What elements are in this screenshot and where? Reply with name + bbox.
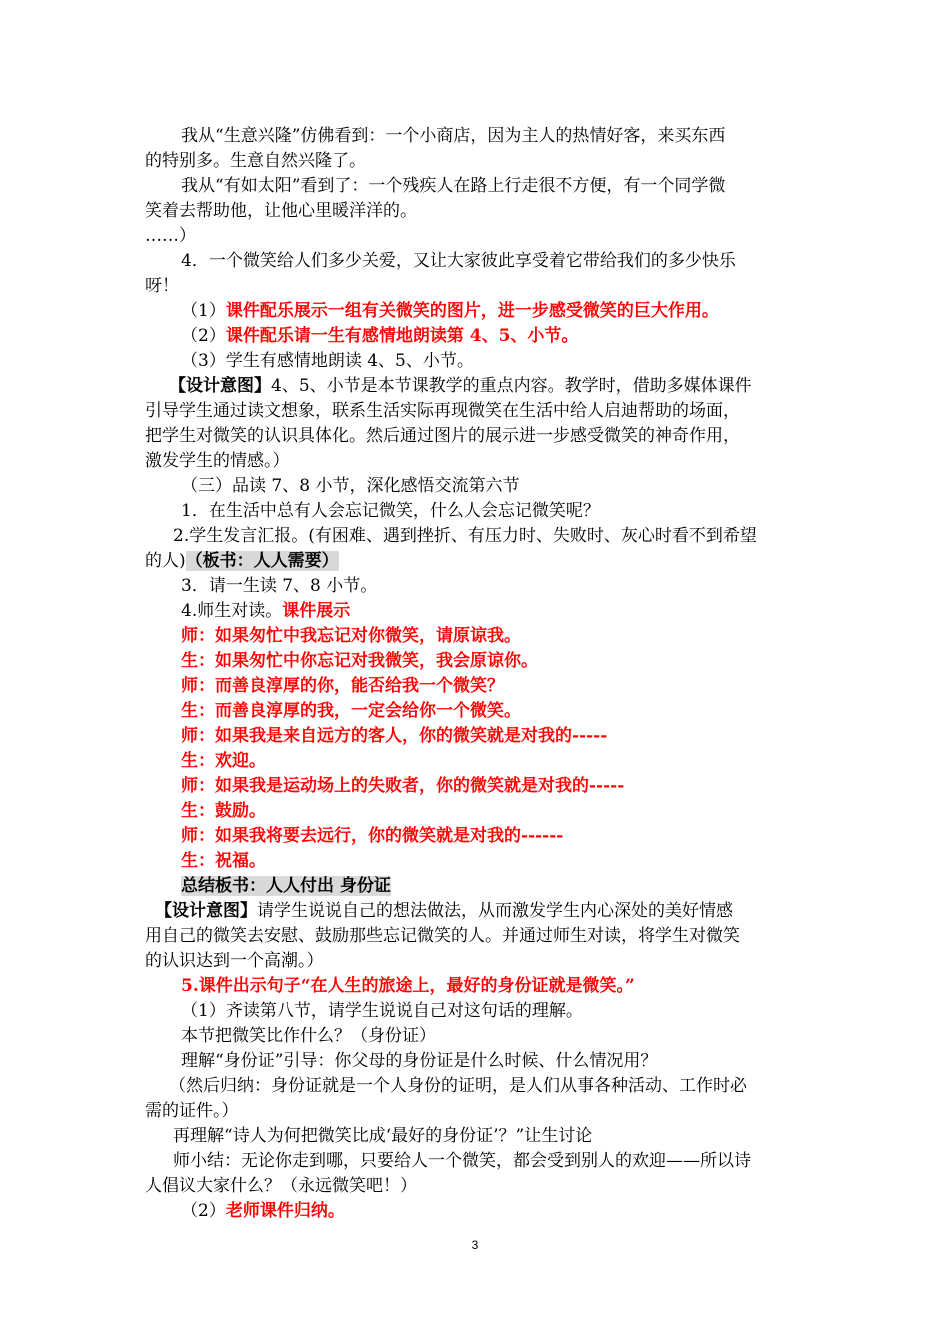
summary-board-line: [145, 874, 825, 899]
paragraph-line: 呀！: [145, 276, 179, 296]
dialogue-line: 师：如果我将要去远行，你的微笑就是对我的------: [181, 826, 564, 846]
paragraph-line: ……）: [145, 226, 196, 246]
paragraph-line: 用自己的微笑去安慰、鼓励那些忘记微笑的人。并通过师生对读，将学生对微笑: [145, 926, 740, 946]
document-body: [145, 124, 825, 1224]
courseware-note: 课件配乐展示一组有关微笑的图片，进一步感受微笑的巨大作用。: [225, 301, 719, 321]
dialogue-line: 生：而善良淳厚的我，一定会给你一个微笑。: [181, 701, 521, 721]
paragraph-line: 2.学生发言汇报。(有困难、遇到挫折、有压力时、失败时、灰心时看不到希望: [173, 526, 757, 546]
paragraph-text: 4.师生对读。: [181, 601, 283, 621]
step-line: （3）学生有感情地朗读 4、5、小节。: [181, 351, 474, 371]
dialogue-line: 生：鼓励。: [181, 801, 266, 821]
paragraph-line: 理解“身份证”引导：你父母的身份证是什么时候、什么情况用？: [181, 1051, 658, 1071]
design-intent-label: 【设计意图】: [155, 901, 257, 921]
paragraph-line: 的特别多。生意自然兴隆了。: [145, 151, 366, 171]
courseware-note: 老师课件归纳。: [225, 1201, 345, 1221]
paragraph-line: 4．一个微笑给人们多少关爱，又让大家彼此享受着它带给我们的多少快乐: [181, 251, 736, 271]
summary-board: 总结板书：人人付出 身份证: [181, 876, 391, 896]
dialogue-line: 师：如果匆忙中我忘记对你微笑，请原谅我。: [181, 626, 521, 646]
paragraph-line: 我从“生意兴隆”仿佛看到：一个小商店，因为主人的热情好客，来买东西: [181, 126, 726, 146]
design-intent-text: 请学生说说自己的想法做法，从而激发学生内心深处的美好情感: [257, 901, 733, 921]
paragraph-line: 激发学生的情感。）: [145, 451, 290, 471]
paragraph-line: 人倡议大家什么？（永远微笑吧！）: [145, 1176, 417, 1196]
dialogue-line: 生：如果匆忙中你忘记对我微笑，我会原谅你。: [181, 651, 538, 671]
paragraph-line: 再理解“诗人为何把微笑比成‘最好的身份证’？”让生讨论: [173, 1126, 593, 1146]
design-intent-label: 【设计意图】: [169, 376, 271, 396]
design-intent-line: [145, 899, 825, 924]
design-intent-text: 4、5、小节是本节课教学的重点内容。教学时，借助多媒体课件: [271, 376, 752, 396]
step-number: （2）: [181, 326, 226, 346]
paragraph-line: [145, 599, 825, 624]
step-line: [145, 1199, 825, 1224]
paragraph-line: 1．在生活中总有人会忘记微笑，什么人会忘记微笑呢？: [181, 501, 600, 521]
step-line: [145, 324, 825, 349]
step-number: （2）: [181, 1201, 226, 1221]
dialogue-line: 生：欢迎。: [181, 751, 266, 771]
dialogue-line: 师：而善良淳厚的你，能否给我一个微笑？: [181, 676, 504, 696]
courseware-sentence: 5.课件出示句子“在人生的旅途上，最好的身份证就是微笑。”: [181, 976, 635, 996]
paragraph-line: 本节把微笑比作什么？（身份证）: [181, 1026, 436, 1046]
step-number: （1）: [181, 301, 226, 321]
paragraph-line: [145, 549, 825, 574]
paragraph-line: 的认识达到一个高潮。）: [145, 951, 324, 971]
paragraph-line: （1）齐读第八节，请学生说说自己对这句话的理解。: [181, 1001, 583, 1021]
design-intent-line: [145, 374, 825, 399]
paragraph-line: 我从“有如太阳”看到了：一个残疾人在路上行走很不方便，有一个同学微: [181, 176, 726, 196]
courseware-note: 课件展示: [282, 601, 351, 621]
paragraph-line: 3．请一生读 7、8 小节。: [181, 576, 378, 596]
courseware-note: 课件配乐请一生有感情地朗读第 4、5、小节。: [225, 326, 579, 346]
paragraph-line: 需的证件。）: [145, 1101, 239, 1121]
paragraph-line: 把学生对微笑的认识具体化。然后通过图片的展示进一步感受微笑的神奇作用，: [145, 426, 740, 446]
step-line: [145, 299, 825, 324]
paragraph-text: 的人): [145, 551, 186, 571]
paragraph-line: 师小结：无论你走到哪，只要给人一个微笑，都会受到别人的欢迎——所以诗: [173, 1151, 751, 1171]
dialogue-line: 师：如果我是来自远方的客人，你的微笑就是对我的-----: [181, 726, 608, 746]
dialogue-line: 生：祝福。: [181, 851, 266, 871]
section-heading: （三）品读 7、8 小节，深化感悟交流第六节: [181, 476, 520, 496]
paragraph-line: 引导学生通过读文想象，联系生活实际再现微笑在生活中给人启迪帮助的场面，: [145, 401, 740, 421]
paragraph-line: 笑着去帮助他，让他心里暖洋洋的。: [145, 201, 417, 221]
paragraph-line: （然后归纳：身份证就是一个人身份的证明，是人们从事各种活动、工作时必: [169, 1076, 747, 1096]
page-number: 3: [471, 1238, 479, 1252]
board-note: （板书：人人需要）: [185, 551, 339, 571]
dialogue-line: 师：如果我是运动场上的失败者，你的微笑就是对我的-----: [181, 776, 625, 796]
